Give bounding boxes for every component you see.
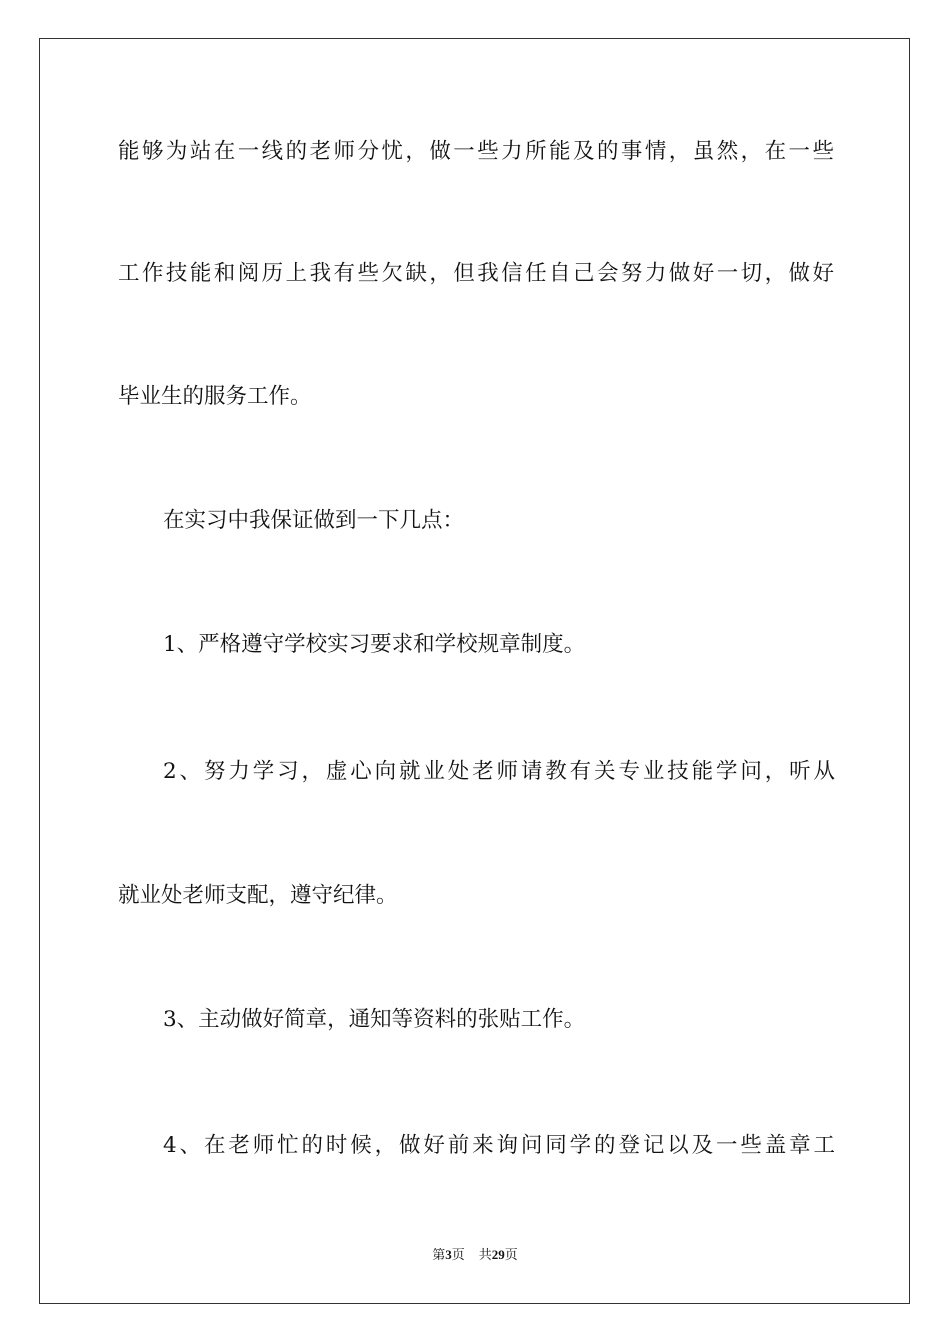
total-prefix: 共 [478,1247,492,1262]
page-border [39,38,910,1304]
total-pages: 29 [491,1247,505,1262]
list-item-1: 1、严格遵守学校实习要求和学校规章制度。 [163,632,586,657]
page-number: 3 [445,1247,452,1262]
list-item-4-line-1: 4、在老师忙的时候，做好前来询问同学的登记以及一些盖章工 [163,1133,835,1158]
paragraph-line-1: 能够为站在一线的老师分忧，做一些力所能及的事情，虽然，在一些 [118,139,834,164]
paragraph-line-3: 毕业生的服务工作。 [118,384,312,409]
page-suffix: 页 [451,1247,465,1262]
list-item-2-line-1: 2、努力学习，虚心向就业处老师请教有关专业技能学问，听从 [163,759,835,784]
paragraph-line-2: 工作技能和阅历上我有些欠缺，但我信任自己会努力做好一切，做好 [118,261,834,286]
list-item-2-line-2: 就业处老师支配，遵守纪律。 [118,883,398,908]
paragraph-line-4: 在实习中我保证做到一下几点： [163,508,465,533]
total-suffix: 页 [504,1247,518,1262]
page-footer [0,1246,950,1264]
list-item-3: 3、主动做好简章，通知等资料的张贴工作。 [163,1007,586,1032]
page-prefix: 第 [432,1247,446,1262]
